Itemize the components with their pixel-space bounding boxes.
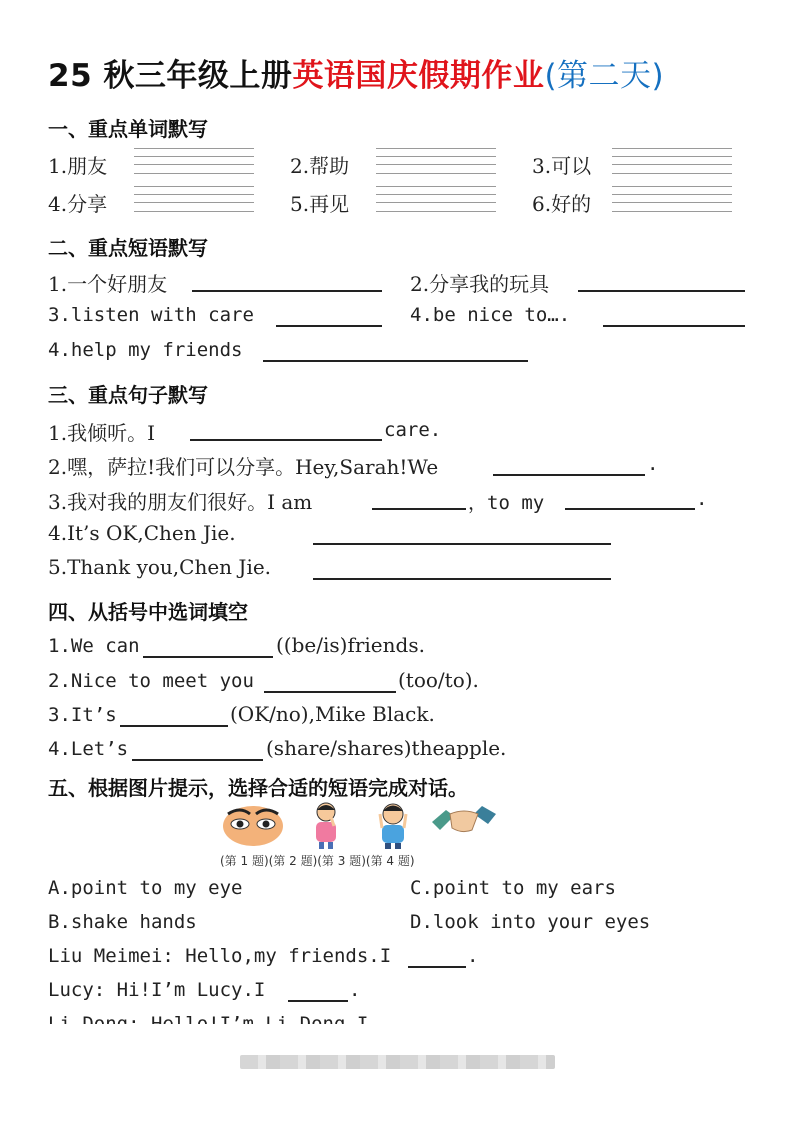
- word-item: 6.好的: [532, 192, 592, 216]
- section-heading-phrases: 二、重点短语默写: [48, 236, 208, 260]
- answer-blank[interactable]: [313, 543, 611, 545]
- option-d: D.look into your eyes: [410, 911, 651, 933]
- picture-captions: (第 1 题)(第 2 题)(第 3 题)(第 4 题): [220, 854, 415, 868]
- fill-prompt: 3.It’s: [48, 704, 117, 726]
- answer-blank[interactable]: [372, 508, 466, 510]
- answer-blank[interactable]: [288, 1000, 348, 1002]
- sentence-prompt: 3.我对我的朋友们很好。I am: [48, 490, 313, 514]
- title-day: (第二天): [544, 58, 665, 94]
- phrase-item: 4.be nice to….: [410, 304, 571, 326]
- fill-choices: ((be/is)friends.: [276, 633, 425, 657]
- answer-blank[interactable]: [408, 966, 466, 968]
- page-title: [48, 50, 664, 95]
- answer-blank[interactable]: [120, 725, 228, 727]
- fill-choices: (OK/no),Mike Black.: [230, 702, 435, 726]
- phrase-item: 2.分享我的玩具: [410, 272, 550, 296]
- answer-blank[interactable]: [603, 325, 745, 327]
- answer-blank[interactable]: [263, 360, 528, 362]
- fill-choices: (share/shares)theapple.: [266, 736, 507, 760]
- boy-ears-picture: [372, 800, 414, 850]
- fill-prompt: 4.Let’s: [48, 738, 129, 760]
- eyes-picture: [222, 800, 284, 850]
- phrase-item: 1.一个好朋友: [48, 272, 168, 296]
- title-grade: 25 秋三年级上册: [48, 58, 293, 94]
- sentence-prompt: 5.Thank you,Chen Jie.: [48, 555, 272, 579]
- answer-blank[interactable]: [578, 290, 745, 292]
- option-a: A.point to my eye: [48, 877, 243, 899]
- dialogue-line: Liu Meimei: Hello,my friends.I: [48, 945, 392, 967]
- word-item: 3.可以: [532, 154, 592, 178]
- fill-prompt: 1.We can: [48, 635, 140, 657]
- girl-pointing-picture: [308, 800, 344, 850]
- word-item: 4.分享: [48, 192, 108, 216]
- sentence-tail: care.: [384, 419, 442, 441]
- word-item: 5.再见: [290, 192, 350, 216]
- fill-prompt: 2.Nice to meet you: [48, 670, 254, 692]
- sentence-prompt: 1.我倾听。I: [48, 421, 155, 445]
- sentence-prompt: 2.嘿，萨拉!我们可以分享。Hey,Sarah!We: [48, 455, 439, 479]
- handshake-picture: [432, 800, 496, 844]
- word-item: 2.帮助: [290, 154, 350, 178]
- answer-blank[interactable]: [190, 439, 382, 441]
- page-cutoff: [0, 1024, 793, 1122]
- dialogue-line: Lucy: Hi!I’m Lucy.I: [48, 979, 266, 1001]
- sentence-mid: ，to my: [468, 492, 545, 514]
- section-heading-fill: 四、从括号中选词填空: [48, 600, 248, 624]
- option-c: C.point to my ears: [410, 877, 616, 899]
- answer-blank[interactable]: [143, 656, 273, 658]
- phrase-item: 3.listen with care: [48, 304, 254, 326]
- blurred-watermark: [240, 1055, 555, 1069]
- section-heading-dialogue: 五、根据图片提示，选择合适的短语完成对话。: [48, 776, 468, 800]
- dialogue-tail: .: [467, 945, 479, 967]
- answer-blank[interactable]: [493, 474, 645, 476]
- answer-blank[interactable]: [132, 759, 263, 761]
- answer-blank[interactable]: [565, 508, 695, 510]
- writing-lines[interactable]: [376, 186, 496, 242]
- title-subject: 英语国庆假期作业: [292, 58, 545, 94]
- sentence-prompt: 4.It’s OK,Chen Jie.: [48, 521, 236, 545]
- option-b: B.shake hands: [48, 911, 197, 933]
- sentence-tail: .: [647, 453, 659, 475]
- section-heading-sentences: 三、重点句子默写: [48, 383, 208, 407]
- section-heading-words: 一、重点单词默写: [48, 117, 208, 141]
- writing-lines[interactable]: [612, 186, 732, 242]
- answer-blank[interactable]: [192, 290, 382, 292]
- fill-choices: (too/to).: [398, 668, 479, 692]
- sentence-tail: .: [696, 488, 708, 510]
- dialogue-tail: .: [349, 979, 361, 1001]
- phrase-item: 4.help my friends: [48, 339, 243, 361]
- word-item: 1.朋友: [48, 154, 108, 178]
- answer-blank[interactable]: [264, 691, 396, 693]
- answer-blank[interactable]: [313, 578, 611, 580]
- answer-blank[interactable]: [276, 325, 382, 327]
